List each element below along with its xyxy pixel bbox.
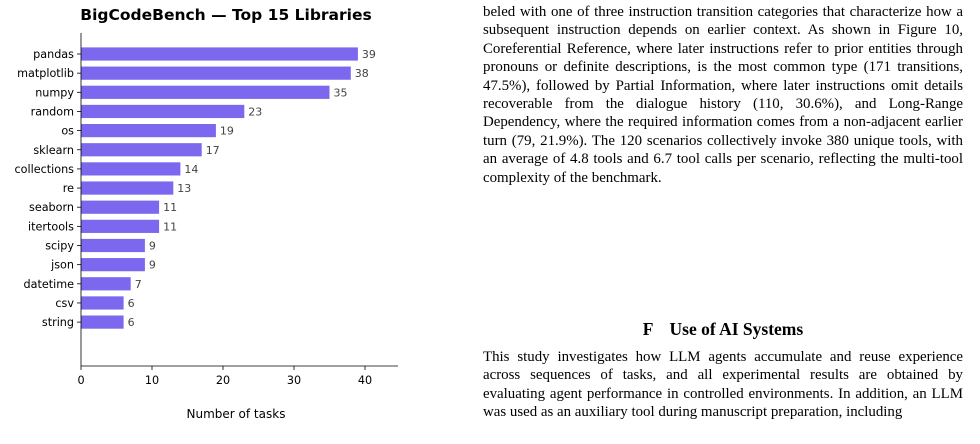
bar-seaborn (81, 201, 159, 214)
body-paragraph: beled with one of three instruction transition categories that characterize how a subsequent instruction depends on earlier context. As shown in Figure 10, Coreferential Reference, where later instructions refer to prior entities through pronouns or definite descriptions, is the most common type (171 transitions, 47.5%), followed by Partial Information, where later instructions omit details recoverable from the dialogue history (110, 30.6%), and Long-Range Dependency, where the required information comes from a non-adjacent earlier turn (79, 21.9%). The 120 scenarios collectively invoke 380 unique tools, with an average of 4.8 tools and 6.7 tool calls per scenario, reflecting the multi-tool complexity of the benchmark. (483, 4, 963, 186)
value-label-scipy: 9 (148, 239, 156, 253)
y-tick-label-collections: collections (14, 162, 74, 176)
y-tick-label-itertools: itertools (28, 220, 74, 234)
value-label-json: 9 (148, 258, 156, 272)
value-label-pandas: 39 (361, 48, 376, 61)
x-axis-label: Number of tasks (186, 407, 286, 421)
x-tick-label-0: 0 (77, 374, 85, 387)
y-tick-label-csv: csv (55, 296, 74, 310)
y-tick-label-seaborn: seaborn (28, 201, 74, 215)
bar-pandas (81, 47, 358, 60)
y-tick-label-sklearn: sklearn (33, 143, 74, 157)
value-label-itertools: 11 (163, 220, 178, 234)
paper-text-column (483, 0, 963, 444)
bar-re (81, 181, 173, 194)
y-tick-label-re: re (62, 182, 74, 196)
bar-chart (0, 0, 470, 444)
bar-string (81, 316, 124, 329)
value-label-matplotlib: 38 (354, 67, 369, 81)
bar-random (81, 105, 244, 118)
value-label-re: 13 (177, 182, 192, 196)
bar-datetime (81, 277, 131, 290)
value-label-csv: 6 (127, 296, 135, 310)
y-tick-label-string: string (41, 316, 74, 330)
y-tick-label-os: os (61, 124, 74, 138)
bar-itertools (81, 220, 159, 233)
body-paragraph: This study investigates how LLM agents accumulate and reuse experience across sequences of tasks, and all experimental results are obtained by evaluating agent performance in controlled environments. In addition, an LLM was used as an auxiliary tool during manuscript preparation, including (483, 349, 963, 421)
section-number: F (642, 319, 654, 339)
value-label-random: 23 (248, 105, 263, 119)
bar-scipy (81, 239, 145, 252)
value-label-os: 19 (219, 124, 234, 138)
y-tick-label-datetime: datetime (23, 277, 74, 291)
value-label-datetime: 7 (134, 277, 142, 291)
y-tick-label-matplotlib: matplotlib (17, 67, 74, 81)
bar-matplotlib (81, 67, 351, 80)
bar-csv (81, 296, 124, 309)
x-tick-label-10: 10 (144, 374, 160, 387)
x-tick-label-40: 40 (357, 374, 373, 387)
value-label-string: 6 (127, 316, 135, 330)
chart-title: BigCodeBench — Top 15 Libraries (80, 6, 372, 24)
value-label-numpy: 35 (333, 86, 348, 100)
bar-numpy (81, 86, 330, 99)
y-tick-label-pandas: pandas (33, 48, 74, 61)
y-tick-label-random: random (30, 105, 74, 119)
bar-json (81, 258, 145, 271)
x-tick-label-30: 30 (286, 374, 302, 387)
y-tick-label-json: json (51, 258, 74, 272)
value-label-collections: 14 (184, 162, 199, 176)
y-tick-label-scipy: scipy (45, 239, 74, 253)
section-heading (483, 319, 963, 340)
value-label-seaborn: 11 (163, 201, 178, 215)
bar-collections (81, 162, 180, 175)
section-title: Use of AI Systems (669, 319, 804, 339)
bar-os (81, 124, 216, 137)
value-label-sklearn: 17 (205, 143, 220, 157)
y-tick-label-numpy: numpy (35, 86, 74, 100)
x-tick-label-20: 20 (215, 374, 231, 387)
bar-sklearn (81, 143, 202, 156)
